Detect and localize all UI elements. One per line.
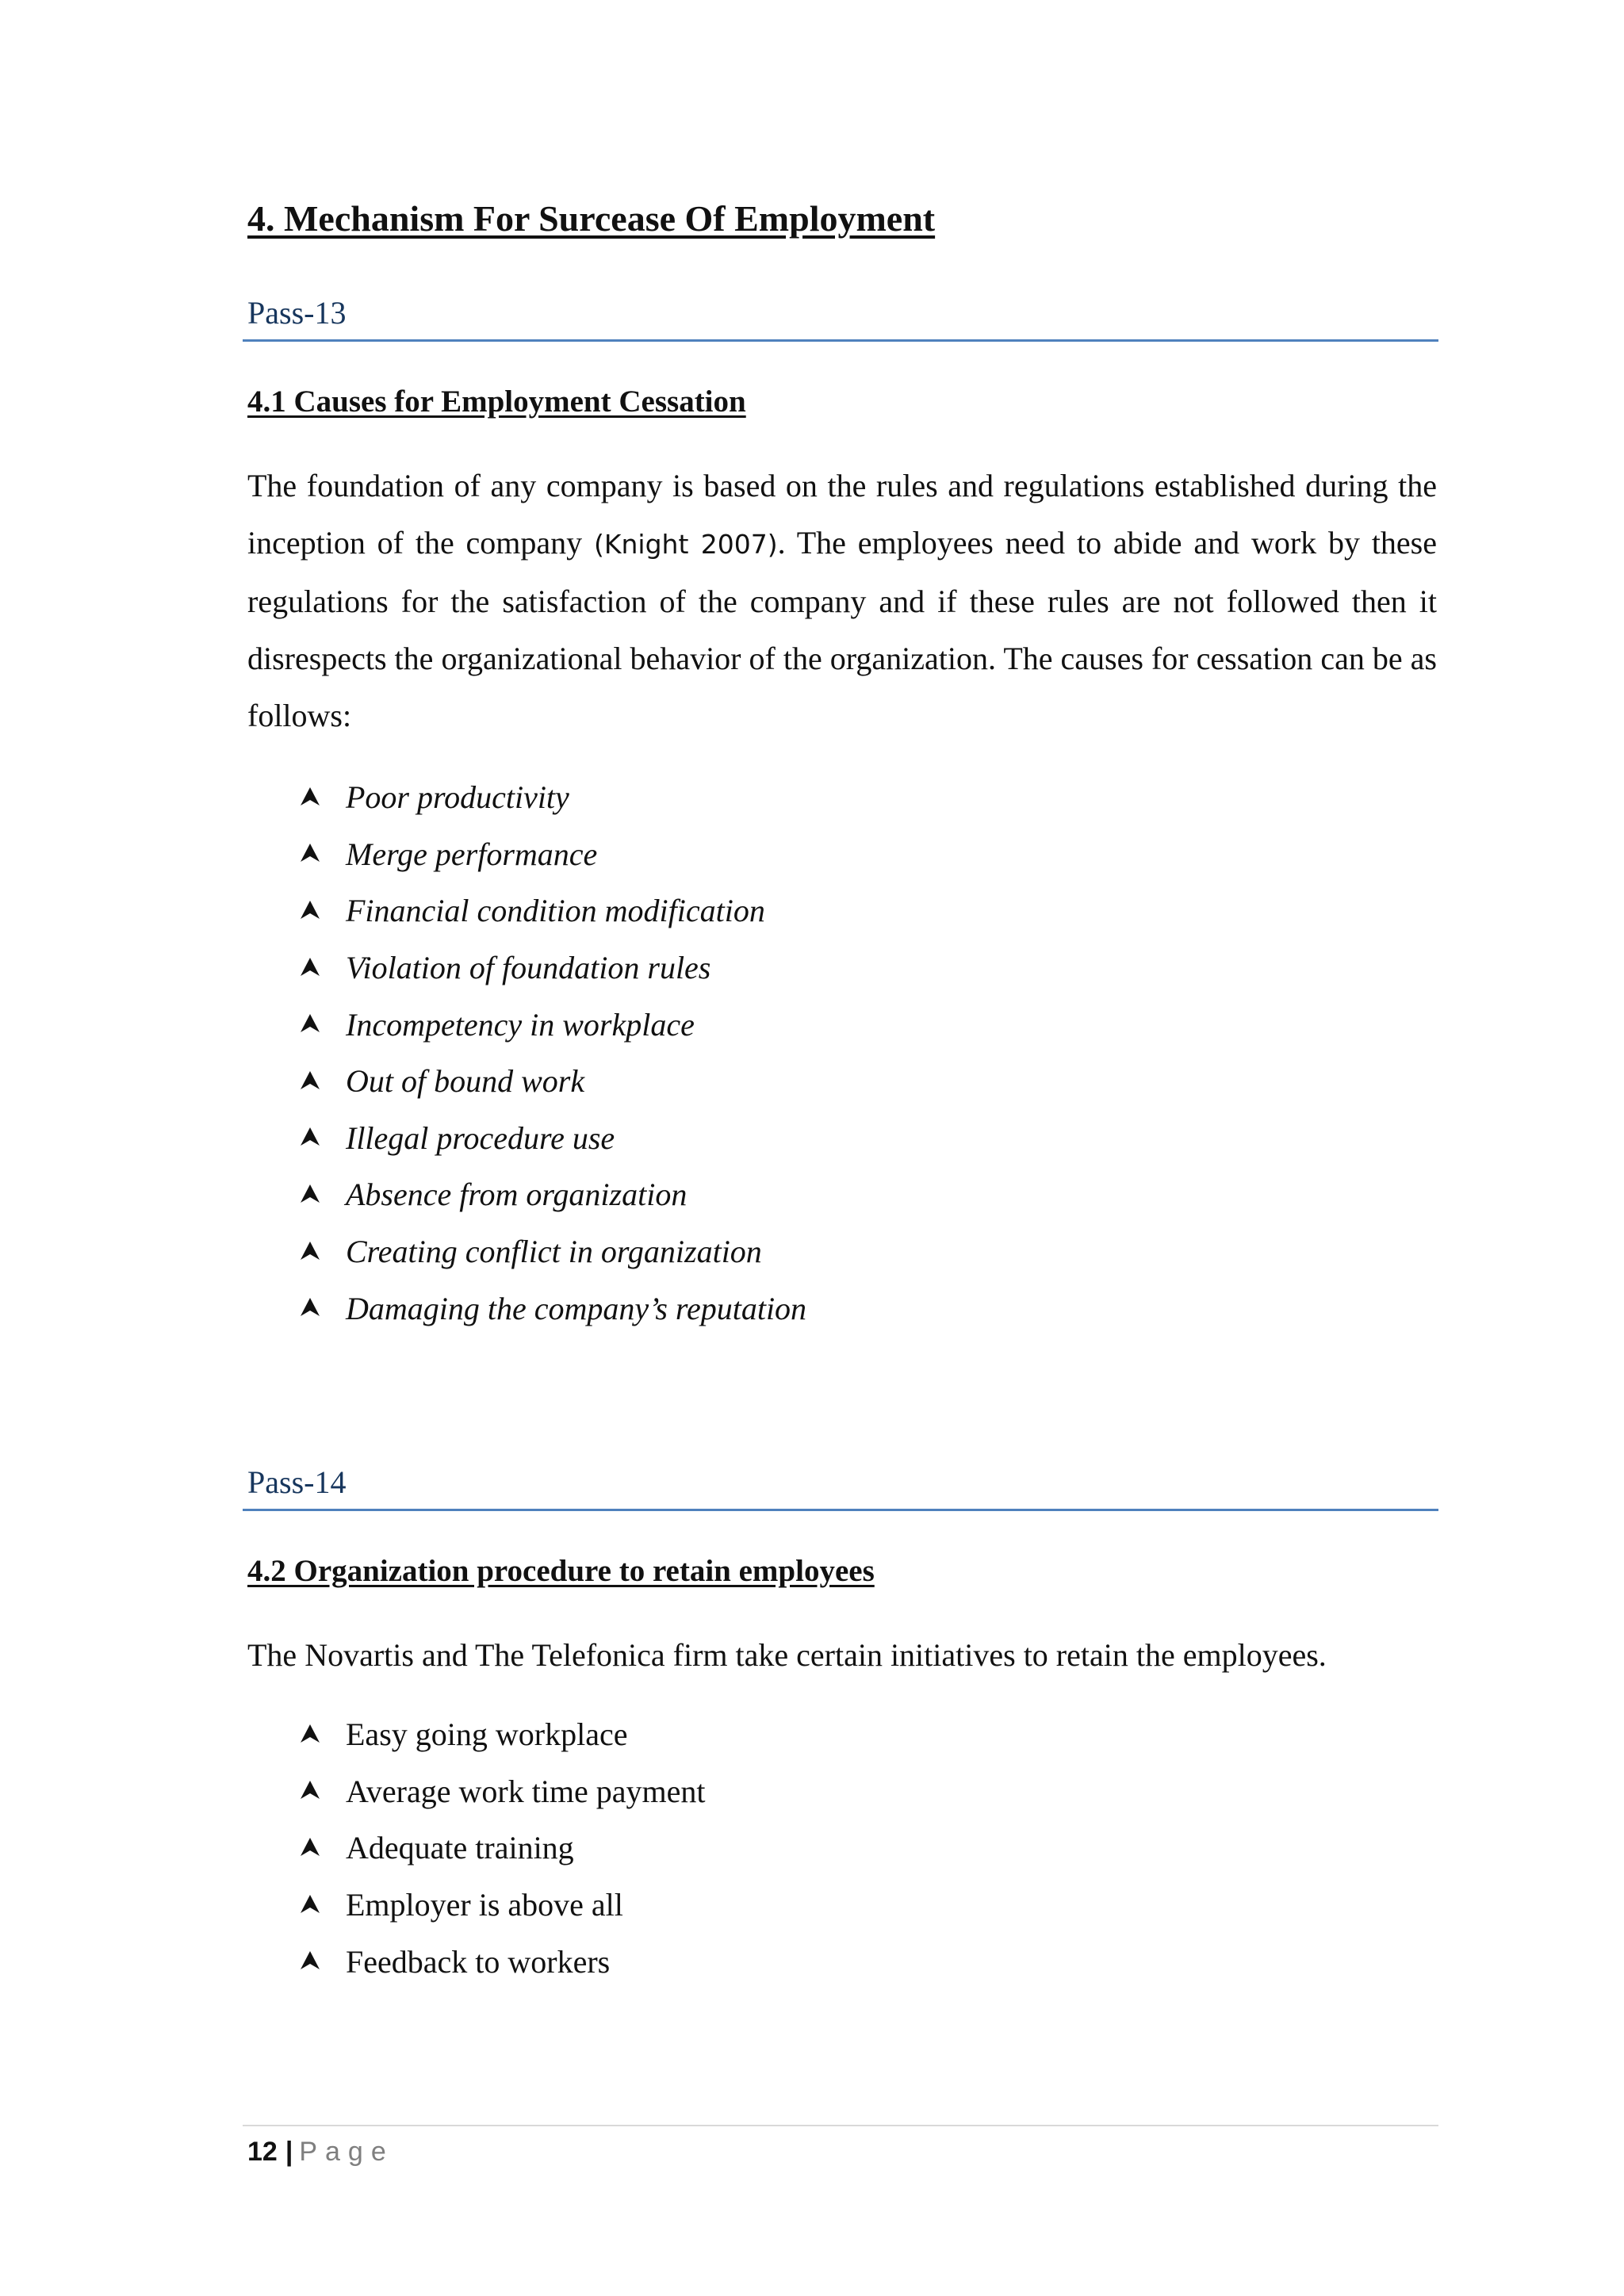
page-footer [247, 2133, 394, 2171]
list-item-text: Illegal procedure use [346, 1119, 615, 1156]
section-paragraph-4-1 [247, 457, 1437, 744]
list-item-text: Absence from organization [346, 1177, 688, 1213]
arrowhead-bullet-icon [300, 1066, 346, 1097]
arrowhead-bullet-icon [300, 1946, 346, 1977]
list-item [300, 1110, 806, 1167]
arrowhead-bullet-icon [300, 1008, 346, 1040]
footer-separator: | [285, 2137, 293, 2167]
retention-list [300, 1706, 706, 1990]
arrowhead-bullet-icon [300, 1889, 346, 1921]
page-number: 12 [247, 2137, 278, 2167]
page-word: Page [299, 2137, 394, 2167]
list-item-text: Easy going workplace [346, 1716, 628, 1753]
list-item [300, 1166, 806, 1223]
arrowhead-bullet-icon [300, 1179, 346, 1211]
list-item-text: Financial condition modification [346, 893, 765, 929]
list-item-text: Feedback to workers [346, 1943, 611, 1980]
list-item-text: Violation of foundation rules [346, 950, 711, 986]
arrowhead-bullet-icon [300, 782, 346, 813]
arrowhead-bullet-icon [300, 1775, 346, 1807]
footer-divider [243, 2125, 1438, 2126]
list-item [300, 1933, 706, 1990]
arrowhead-bullet-icon [300, 1292, 346, 1324]
arrowhead-bullet-icon [300, 838, 346, 870]
arrowhead-bullet-icon [300, 895, 346, 927]
list-item-text: Incompetency in workplace [346, 1006, 695, 1043]
list-item [300, 769, 806, 826]
main-title: 4. Mechanism For Surcease Of Employment [247, 198, 936, 239]
list-item-text: Merge performance [346, 836, 598, 872]
section-paragraph-4-2: The Novartis and The Telefonica firm take certain initiatives to retain the employees. [247, 1637, 1327, 1673]
arrowhead-bullet-icon [300, 1122, 346, 1154]
list-item [300, 1706, 706, 1763]
list-item [300, 996, 806, 1053]
list-item [300, 826, 806, 883]
list-item-text: Out of bound work [346, 1063, 585, 1100]
list-item-text: Damaging the company’s reputation [346, 1290, 807, 1326]
list-item [300, 1280, 806, 1337]
list-item-text: Adequate training [346, 1830, 574, 1866]
pass-label: Pass-13 [247, 295, 347, 331]
list-item-text: Poor productivity [346, 779, 569, 816]
paragraph-text-start: The foundation of any company is based on the rules and regulations established during the inception of the company [247, 468, 1437, 561]
list-item [300, 939, 806, 997]
causes-list [300, 769, 806, 1337]
pass-header-13 [243, 287, 1438, 342]
list-item [300, 882, 806, 939]
arrowhead-bullet-icon [300, 1832, 346, 1864]
list-item [300, 1820, 706, 1877]
list-item-text: Creating conflict in organization [346, 1234, 762, 1270]
citation: (Knight 2007) [594, 529, 778, 560]
list-item [300, 1053, 806, 1110]
list-item-text: Average work time payment [346, 1773, 706, 1809]
arrowhead-bullet-icon [300, 1719, 346, 1751]
paragraph-text-end: . The employees need to abide and work by these regulations for the satisfaction of the company and if these rules are not followed then it disrespects the organizational behavior of the organization. The causes for cessation can be as follows: [247, 525, 1438, 733]
section-title-4-1: 4.1 Causes for Employment Cessation [247, 385, 746, 419]
list-item-text: Employer is above all [346, 1887, 623, 1923]
section-title-4-2: 4.2 Organization procedure to retain employees [247, 1554, 875, 1588]
pass-label: Pass-14 [247, 1464, 347, 1500]
list-item [300, 1763, 706, 1820]
arrowhead-bullet-icon [300, 1236, 346, 1268]
pass-header-14 [243, 1456, 1438, 1511]
list-item [300, 1877, 706, 1934]
arrowhead-bullet-icon [300, 952, 346, 984]
list-item [300, 1223, 806, 1280]
